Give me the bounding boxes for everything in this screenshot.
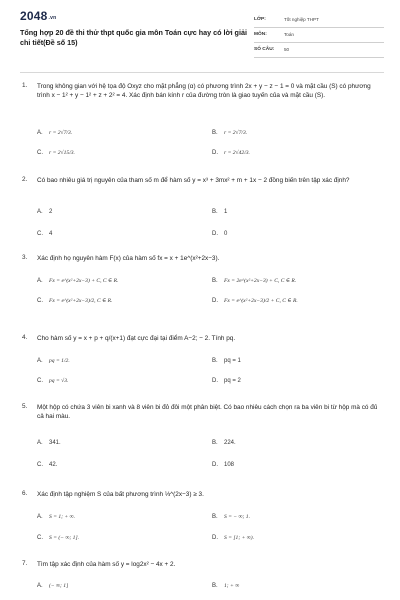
meta-row-subject [254,29,384,43]
brand-logo [20,9,56,23]
option-a[interactable]: A. 341. [37,440,61,446]
question-number: 5. [22,403,28,410]
option-c[interactable]: C. 4 [37,231,53,237]
option-d[interactable]: D. Fx = e^(x²+2x−3)/2 + C, C ∈ R. [212,298,298,304]
logo-suffix: .vn [48,15,57,21]
option-b[interactable]: B. 1 [212,209,228,215]
meta-value: 50 [284,47,290,53]
option-a[interactable]: A. 2 [37,209,53,215]
option-b[interactable]: B. r = 2√7/3. [212,130,248,136]
option-a[interactable]: A. S = 1; + ∞. [37,514,75,520]
option-c[interactable]: C. r = 2√15/3. [37,150,75,156]
option-d[interactable]: D. 0 [212,231,228,237]
meta-box [254,14,384,59]
option-a[interactable]: A. pq = 1/2. [37,358,70,364]
meta-row-class [254,14,384,28]
meta-row-count [254,44,384,58]
option-c[interactable]: C. 42. [37,462,58,468]
question-text: Cho hàm số y = x + p + q/(x+1) đạt cực đại tại điểm A−2; − 2. Tính pq. [37,335,236,342]
option-c[interactable]: C. Fx = e^(x²+2x−3)/2, C ∈ R. [37,298,113,304]
question-text: Xác định họ nguyên hàm F(x) của hàm số fx = x + 1e^(x²+2x−3). [37,255,220,262]
option-b[interactable]: B. pq = 1 [212,358,241,364]
header-divider [20,72,384,73]
question-number: 7. [22,560,28,567]
option-c[interactable]: C. S = (− ∞; 1]. [37,535,80,541]
meta-label: SỐ CÂU: [254,47,275,52]
meta-label: LỚP: [254,17,266,22]
meta-value: Tốt nghiệp THPT [284,17,319,23]
option-d[interactable]: D. 108 [212,462,235,468]
option-b[interactable]: B. 224. [212,440,236,446]
option-b[interactable]: B. S = − ∞; 1. [212,514,250,520]
meta-label: MÔN: [254,32,267,37]
option-a[interactable]: A. Fx = e^(x²+2x−3) + C, C ∈ R. [37,278,119,284]
question-number: 2. [22,176,28,183]
meta-value: Toán [284,32,294,38]
question-text: Có bao nhiêu giá trị nguyên của tham số m để hàm số y = x³ + 3mx² + m + 1x − 2 đồng biến trên tập xác định? [37,177,350,184]
option-d[interactable]: D. pq = 2 [212,378,241,384]
option-d[interactable]: D. S = [1; + ∞). [212,535,255,541]
question-text: Một hộp có chứa 3 viên bi xanh và 8 viên bi đỏ đôi một phân biệt. Có bao nhiêu cách chọn ra ba viên bi từ hộp mà có đủ cả hai màu. [37,404,378,421]
option-c[interactable]: C. pq = √3. [37,378,69,384]
option-b[interactable]: B. 1; + ∞ [212,583,240,589]
option-a[interactable]: A. r = 2√7/3. [37,130,73,136]
option-d[interactable]: D. r = 2√42/3. [212,150,250,156]
question-number: 4. [22,334,28,341]
document-title: Tổng hợp 20 đề thi thử thpt quốc gia môn Toán cực hay có lời giải chi tiết(Đề số 15) [20,28,247,47]
option-b[interactable]: B. Fx = 2e^(x²+2x−3) + C, C ∈ R. [212,278,297,284]
logo-main: 2048 [20,9,48,23]
question-text: Trong không gian với hệ tọa độ Oxyz cho mặt phẳng (α) có phương trình 2x + y − z − 1 = 0 và mặt cầu (S) có phương trình x − 1² + y − 1² + z + 2² = 4. Xác định bán kính r của đường tròn là giao tuyến của và mặt cầu (S). [37,83,371,100]
option-a[interactable]: A. (− ∞; 1] [37,583,69,589]
question-number: 3. [22,254,28,261]
question-text: Xác định tập nghiệm S của bất phương trình ⅓^(2x−3) ≥ 3. [37,491,204,498]
question-text: Tìm tập xác định của hàm số y = log2x² − 4x + 2. [37,561,176,568]
question-number: 6. [22,490,28,497]
question-number: 1. [22,82,28,89]
